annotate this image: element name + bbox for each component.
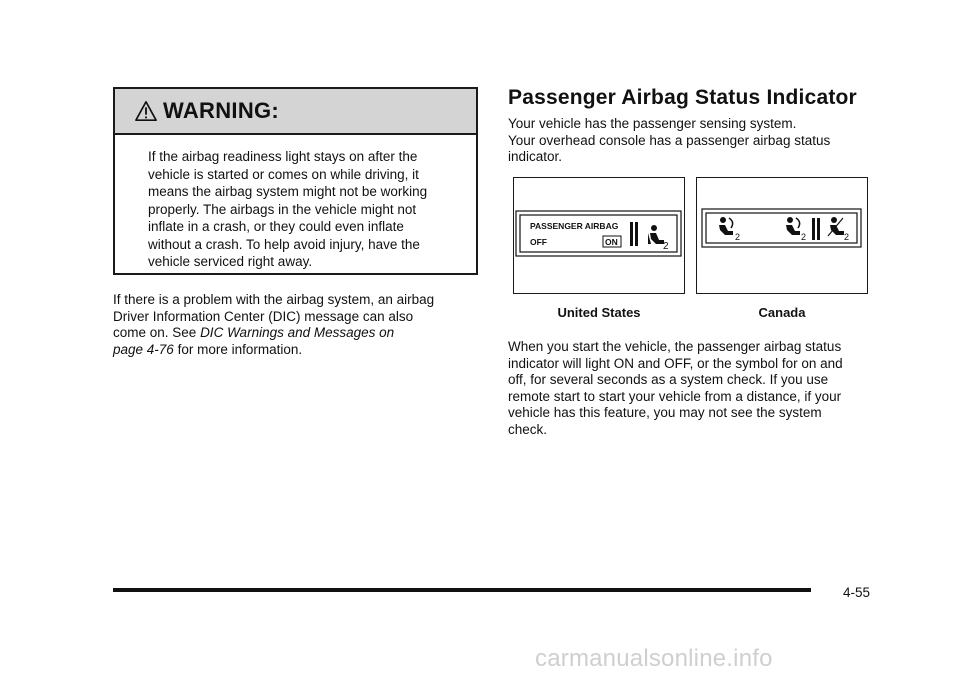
passenger-airbag-label: PASSENGER AIRBAG (530, 221, 619, 231)
watermark: carmanualsonline.info (535, 645, 773, 672)
paragraph-text: come on. See (113, 325, 201, 340)
intro-line: Your overhead console has a passenger airbag status (508, 132, 831, 148)
paragraph-line: If there is a problem with the airbag system, an airbag (113, 292, 435, 307)
warning-line: without a crash. To help avoid injury, have the (148, 236, 420, 252)
paragraph-line: check. (508, 421, 548, 437)
seat-number: 2 (801, 232, 807, 242)
warning-triangle-icon (135, 100, 157, 122)
airbag-off-icon (828, 217, 844, 236)
warning-header (115, 89, 476, 135)
warning-title: WARNING: (163, 98, 280, 123)
seat-number: 2 (844, 232, 850, 242)
paragraph-line (113, 325, 483, 342)
paragraph-line: indicator will light ON and OFF, or the symbol for on and (508, 355, 843, 371)
paragraph-line: When you start the vehicle, the passenger airbag status (508, 339, 842, 354)
warning-line: vehicle serviced right away. (148, 254, 313, 269)
airbag-problem-paragraph (113, 292, 483, 358)
caption-canada: Canada (758, 305, 806, 320)
intro-line: Your vehicle has the passenger sensing system. (508, 116, 797, 131)
warning-text (115, 135, 476, 271)
section-intro (508, 116, 888, 166)
warning-box (113, 87, 478, 275)
paragraph-text: for more information. (173, 341, 303, 357)
us-indicator-figure (513, 177, 685, 294)
off-label: OFF (530, 237, 547, 247)
warning-line: If the airbag readiness light stays on after the (148, 149, 418, 164)
airbag-on-icon (719, 217, 733, 235)
cross-reference-link[interactable]: DIC Warnings and Messages on (200, 325, 395, 340)
warning-line: properly. The airbags in the vehicle might not (148, 201, 417, 217)
paragraph-line (113, 342, 483, 359)
warning-line: means the airbag system might not be working (148, 184, 428, 199)
paragraph-line: vehicle has this feature, you may not see the system (508, 405, 822, 420)
page-reference-link[interactable]: page 4-76 (113, 341, 174, 357)
page-number: 4-55 (843, 585, 871, 600)
paragraph-line: Driver Information Center (DIC) message can also (113, 308, 414, 324)
paragraph-line: off, for several seconds as a system check. If you use (508, 372, 829, 387)
canada-indicator-illustration (697, 178, 866, 292)
system-check-paragraph (508, 339, 888, 438)
warning-line: inflate in a crash, or they could even inflate (148, 219, 404, 234)
section-title: Passenger Airbag Status Indicator (508, 86, 857, 109)
caption-united-states: United States (557, 305, 641, 320)
seat-number: 2 (663, 241, 669, 252)
us-indicator-illustration (514, 178, 683, 292)
on-label: ON (605, 237, 618, 247)
seated-passenger-icon (648, 225, 664, 244)
paragraph-line: remote start to start your vehicle from a distance, if your (508, 388, 842, 404)
canada-indicator-figure (696, 177, 868, 294)
seat-number: 2 (735, 232, 741, 242)
warning-line: vehicle is started or comes on while driving, it (148, 166, 419, 182)
footer-rule (113, 588, 811, 592)
intro-line: indicator. (508, 149, 563, 164)
airbag-on-icon (786, 217, 800, 235)
